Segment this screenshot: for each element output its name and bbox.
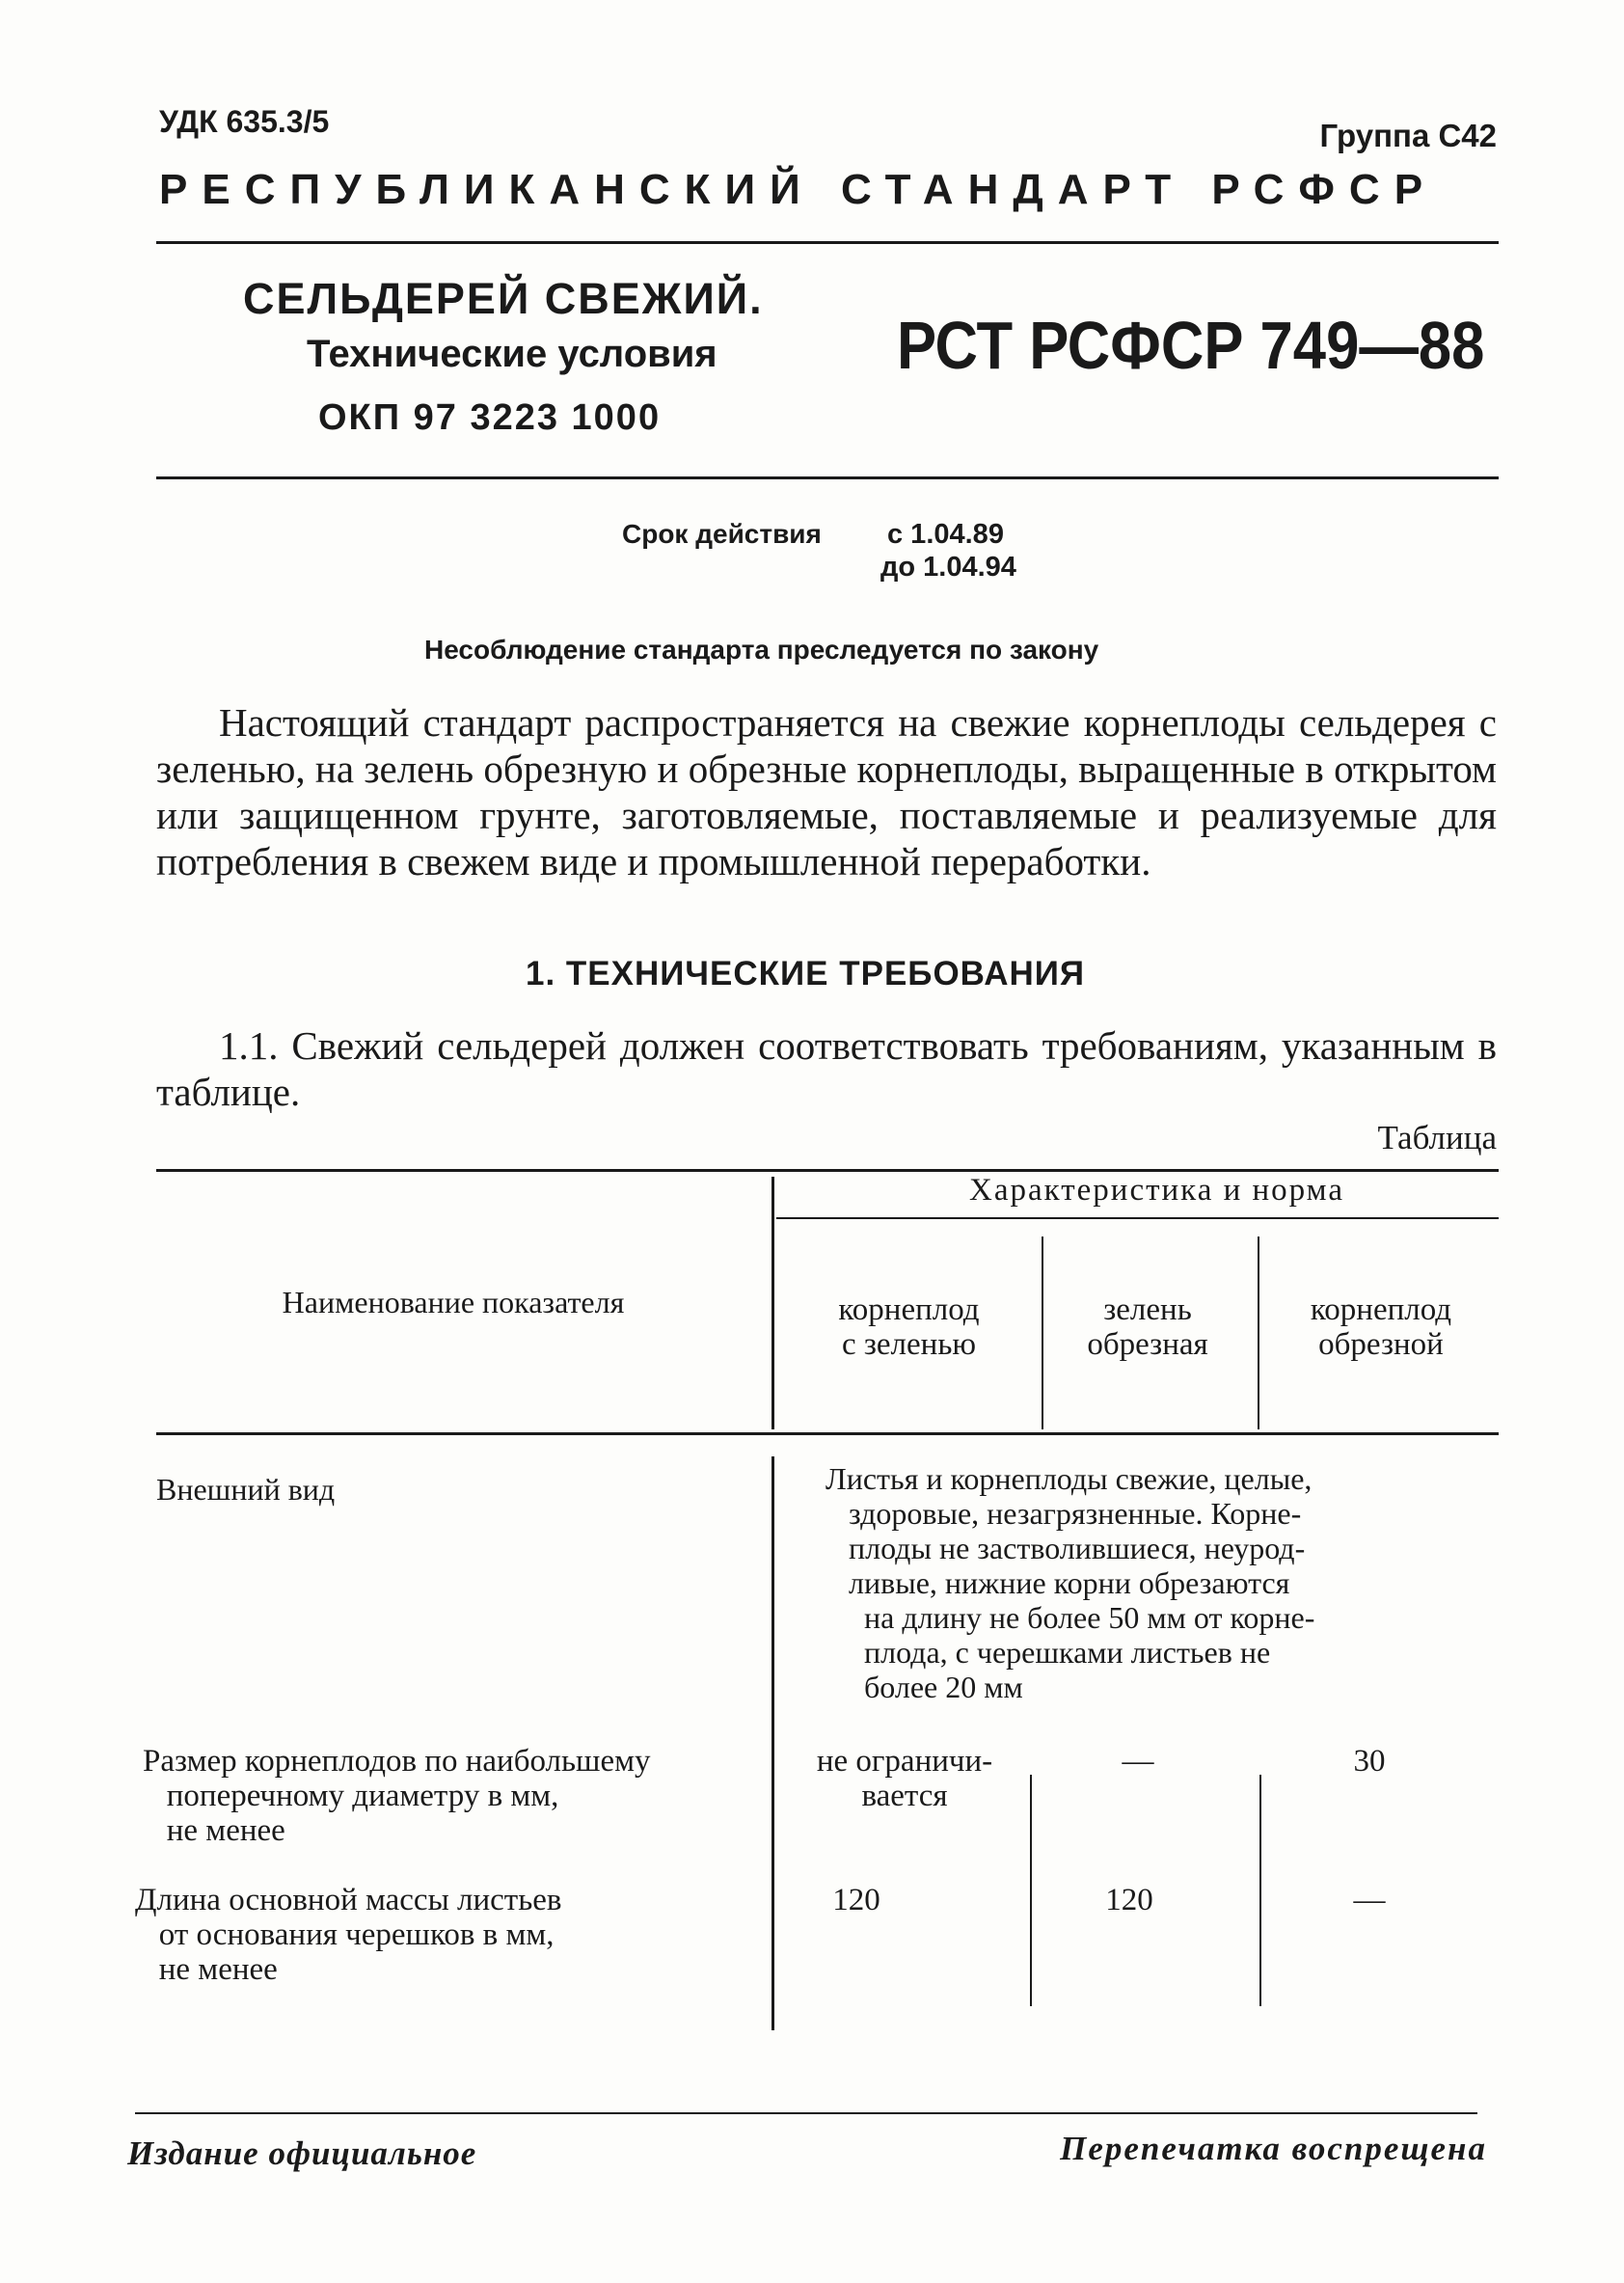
table-row-appearance-name: Внешний вид bbox=[156, 1472, 336, 1507]
col2-divider-header bbox=[1258, 1237, 1259, 1429]
standard-number: РСТ РСФСР 749—88 bbox=[897, 308, 1485, 383]
validity-to: до 1.04.94 bbox=[880, 552, 1016, 583]
table-top-rule bbox=[156, 1169, 1499, 1172]
table-row-size-name: Размер корнеплодов по наибольшему поперечному диаметру в мм, не менее bbox=[143, 1744, 651, 1848]
name-column-divider-body bbox=[771, 1456, 774, 2030]
table-caption: Таблица bbox=[1377, 1119, 1497, 1156]
group-code: Группа С42 bbox=[1319, 118, 1497, 153]
header-group-rule bbox=[776, 1217, 1499, 1219]
republic-standard-heading: РЕСПУБЛИКАНСКИЙ СТАНДАРТ РСФСР bbox=[159, 166, 1438, 213]
header-indicator-name: Наименование показателя bbox=[282, 1285, 625, 1319]
header-col-root-with-greens: корнеплод с зеленью bbox=[838, 1292, 980, 1362]
validity-from: с 1.04.89 bbox=[887, 519, 1004, 550]
table-row-size-col1: не ограничи- вается bbox=[816, 1744, 993, 1813]
header-col-cut-greens: зелень обрезная bbox=[1087, 1292, 1208, 1362]
section-heading: 1. ТЕХНИЧЕСКИЕ ТРЕБОВАНИЯ bbox=[526, 955, 1086, 992]
table-row-leaf-length-name: Длина основной массы листьев от основания черешков в мм, не менее bbox=[135, 1883, 562, 1987]
intro-paragraph: Настоящий стандарт распространяется на свежие корнеплоды сельдерея с зеленью, на зелень обрезную и обрезные корнеплоды, выращенные в открытом или защищенном грунте, заготовляемые, поставляемые и реализуемые для потребления в свежем виде и промышленной переработки. bbox=[156, 700, 1497, 883]
table-row-size-col3: 30 bbox=[1353, 1744, 1386, 1779]
udk-code: УДК 635.3/5 bbox=[159, 104, 330, 139]
validity-label: Срок действия bbox=[622, 519, 822, 549]
header-bottom-rule bbox=[156, 1432, 1499, 1435]
name-column-divider-header bbox=[771, 1177, 774, 1429]
col1-divider-body bbox=[1030, 1775, 1032, 2006]
footer-official-edition: Издание официальное bbox=[127, 2134, 477, 2172]
table-row-leaf-length-col3: — bbox=[1353, 1883, 1386, 1917]
top-divider bbox=[156, 241, 1499, 244]
footer-rule bbox=[135, 2112, 1477, 2114]
footer-reprint-prohibited: Перепечатка воспрещена bbox=[1060, 2130, 1487, 2167]
col2-divider-body bbox=[1259, 1775, 1261, 2006]
table-row-size-col2: — bbox=[1122, 1744, 1154, 1779]
header-col-cut-root: корнеплод обрезной bbox=[1310, 1292, 1452, 1362]
okp-code: ОКП 97 3223 1000 bbox=[318, 397, 662, 438]
table-row-leaf-length-col2: 120 bbox=[1105, 1883, 1153, 1917]
paragraph-1-1: 1.1. Свежий сельдерей должен соответствовать требованиям, указанным в таблице. bbox=[156, 1023, 1497, 1114]
document-subtitle: Технические условия bbox=[307, 333, 717, 375]
table-row-appearance-value: Листья и корнеплоды свежие, целые, здоровые, незагрязненные. Корне- плоды не застволившиеся, неурод- ливые, нижние корни обрезаются на длину не более 50 мм от корне- плода, с черешками листьев не более 20 мм bbox=[826, 1461, 1315, 1704]
table-row-leaf-length-col1: 120 bbox=[832, 1883, 880, 1917]
product-title: СЕЛЬДЕРЕЙ СВЕЖИЙ. bbox=[243, 274, 764, 323]
header-characteristic-group: Характеристика и норма bbox=[969, 1173, 1344, 1208]
title-divider bbox=[156, 476, 1499, 479]
law-notice: Несоблюдение стандарта преследуется по закону bbox=[424, 635, 1099, 665]
